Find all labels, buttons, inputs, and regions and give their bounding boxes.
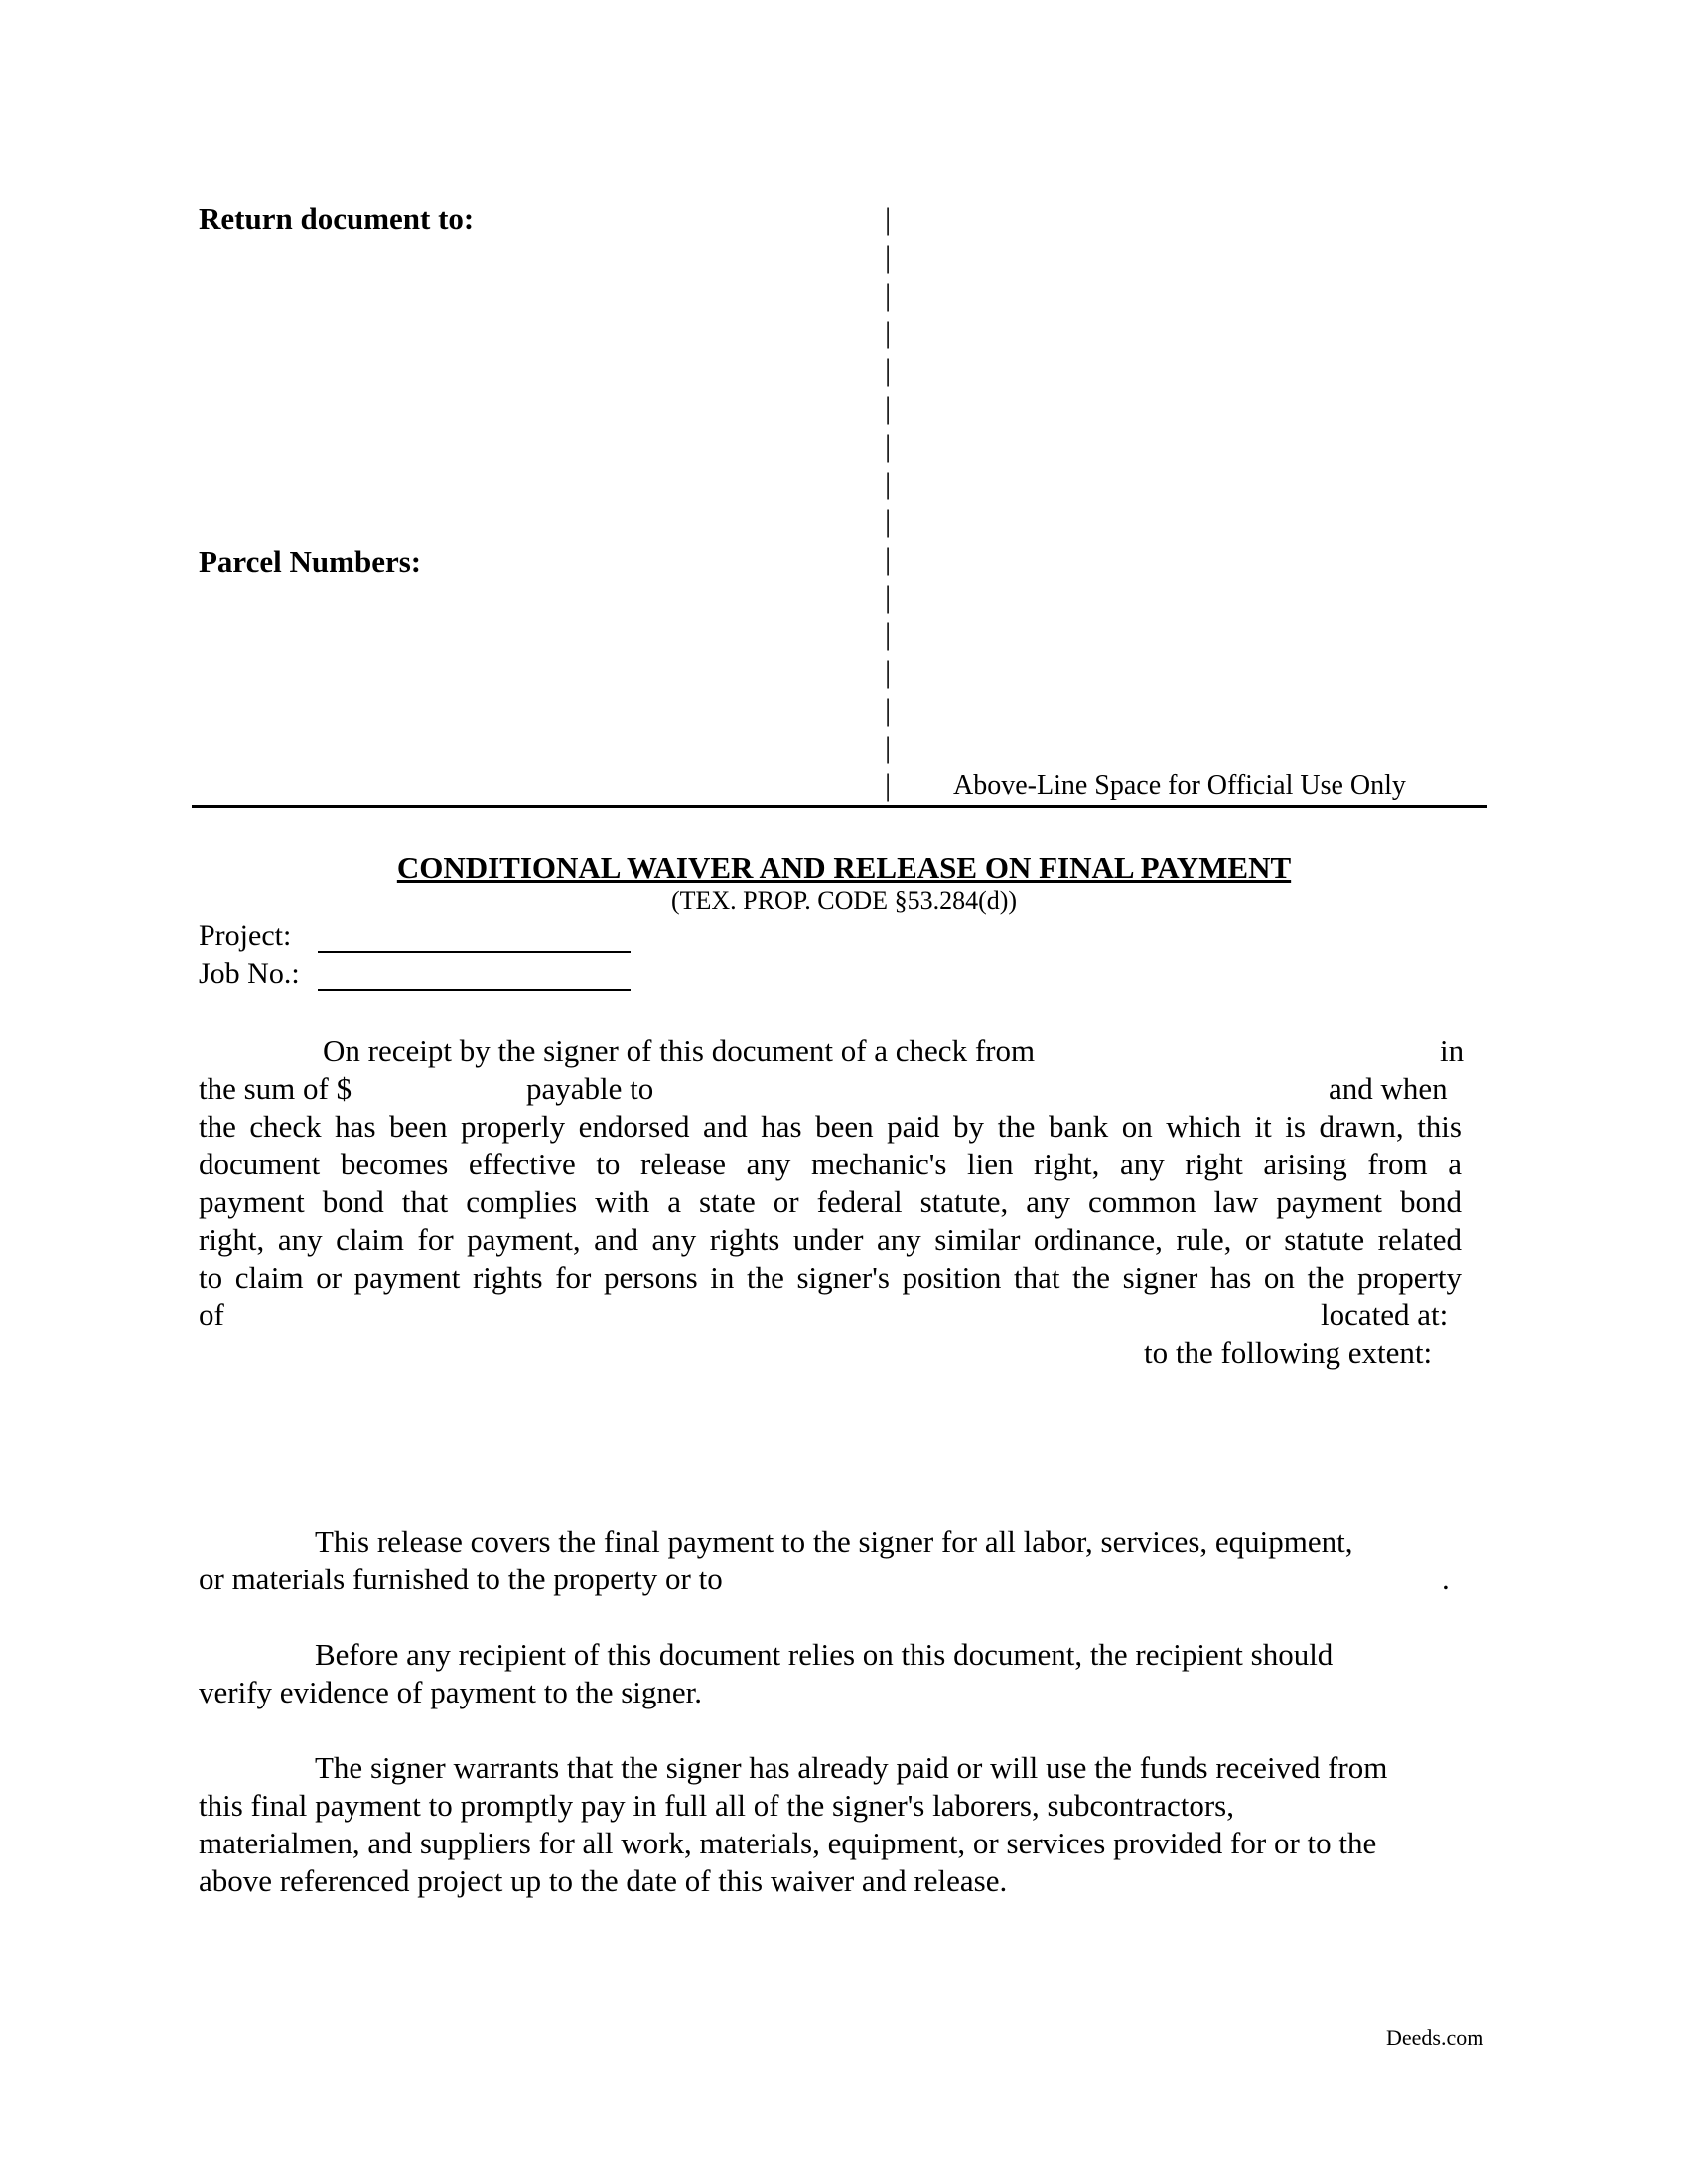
document-title: CONDITIONAL WAIVER AND RELEASE ON FINAL PAYMENT	[396, 850, 1292, 885]
project-field	[199, 919, 631, 953]
separator-mark: |	[885, 541, 892, 576]
separator-mark: |	[885, 767, 892, 802]
parcel-numbers-label: Parcel Numbers:	[199, 544, 422, 579]
project-label: Project:	[199, 919, 292, 952]
separator-mark: |	[885, 277, 892, 312]
footer-brand-text: Deeds.com	[1386, 2025, 1484, 2050]
separator-mark: |	[885, 239, 892, 274]
separator-mark: |	[885, 616, 892, 651]
paragraph1-located-at: located at:	[1321, 1297, 1449, 1332]
paragraph-line: payment bond that complies with a state or federal statute, any common law payment bond	[199, 1184, 1462, 1219]
separator-mark: |	[885, 466, 892, 500]
recording-divider-line	[192, 805, 1487, 808]
separator-mark: |	[885, 730, 892, 764]
paragraph1-line2-start: the sum of $	[199, 1071, 352, 1106]
paragraph1-line1-end: in	[1440, 1033, 1465, 1068]
statute-citation: (TEX. PROP. CODE §53.284(d))	[670, 887, 1018, 915]
paragraph-line: right, any claim for payment, and any rights under any similar ordinance, rule, or statute related	[199, 1222, 1462, 1257]
job-number-label: Job No.:	[199, 957, 300, 990]
paragraph3-line2: verify evidence of payment to the signer.	[199, 1675, 703, 1709]
separator-mark: |	[885, 352, 892, 387]
paragraph-line: document becomes effective to release any mechanic's lien right, any right arising from a	[199, 1147, 1462, 1181]
paragraph3-line1: Before any recipient of this document relies on this document, the recipient should	[315, 1637, 1334, 1672]
paragraph1-property-of: of	[199, 1297, 224, 1332]
return-document-to-label: Return document to:	[199, 202, 475, 236]
separator-mark: |	[885, 654, 892, 689]
separator-mark: |	[885, 579, 892, 614]
paragraph2-period: .	[1442, 1562, 1450, 1596]
paragraph4-body	[199, 1787, 1376, 1900]
official-use-caption: Above-Line Space for Official Use Only	[953, 770, 1406, 801]
paragraph1-line2-middle: payable to	[526, 1071, 654, 1106]
paragraph1-line2-end: and when	[1329, 1071, 1448, 1106]
separator-mark: |	[885, 390, 892, 425]
paragraph1-line1-start: On receipt by the signer of this document of a check from	[323, 1033, 1036, 1068]
paragraph2-line1: This release covers the final payment to the signer for all labor, services, equipment,	[315, 1524, 1353, 1559]
separator-mark: |	[885, 315, 892, 349]
paragraph-line: materialmen, and suppliers for all work, materials, equipment, or services provided for or to the	[199, 1826, 1377, 1860]
job-number-blank-line[interactable]	[318, 959, 631, 991]
project-blank-line[interactable]	[318, 921, 631, 953]
paragraph1-body	[199, 1108, 1462, 1297]
paragraph-line: above referenced project up to the date of this waiver and release.	[199, 1863, 1008, 1898]
separator-mark: |	[885, 692, 892, 727]
separator-mark: |	[885, 202, 892, 236]
paragraph2-line2: or materials furnished to the property or to	[199, 1562, 723, 1596]
paragraph4-line1: The signer warrants that the signer has already paid or will use the funds received from	[315, 1750, 1388, 1785]
paragraph-line: the check has been properly endorsed and has been paid by the bank on which it is drawn, this	[199, 1109, 1462, 1144]
job-number-field	[199, 957, 631, 991]
separator-mark: |	[885, 428, 892, 463]
paragraph-line: to claim or payment rights for persons in the signer's position that the signer has on the property	[199, 1260, 1462, 1295]
separator-mark: |	[885, 503, 892, 538]
paragraph1-following-extent: to the following extent:	[1144, 1335, 1433, 1370]
paragraph-line: this final payment to promptly pay in full all of the signer's laborers, subcontractors,	[199, 1788, 1234, 1823]
